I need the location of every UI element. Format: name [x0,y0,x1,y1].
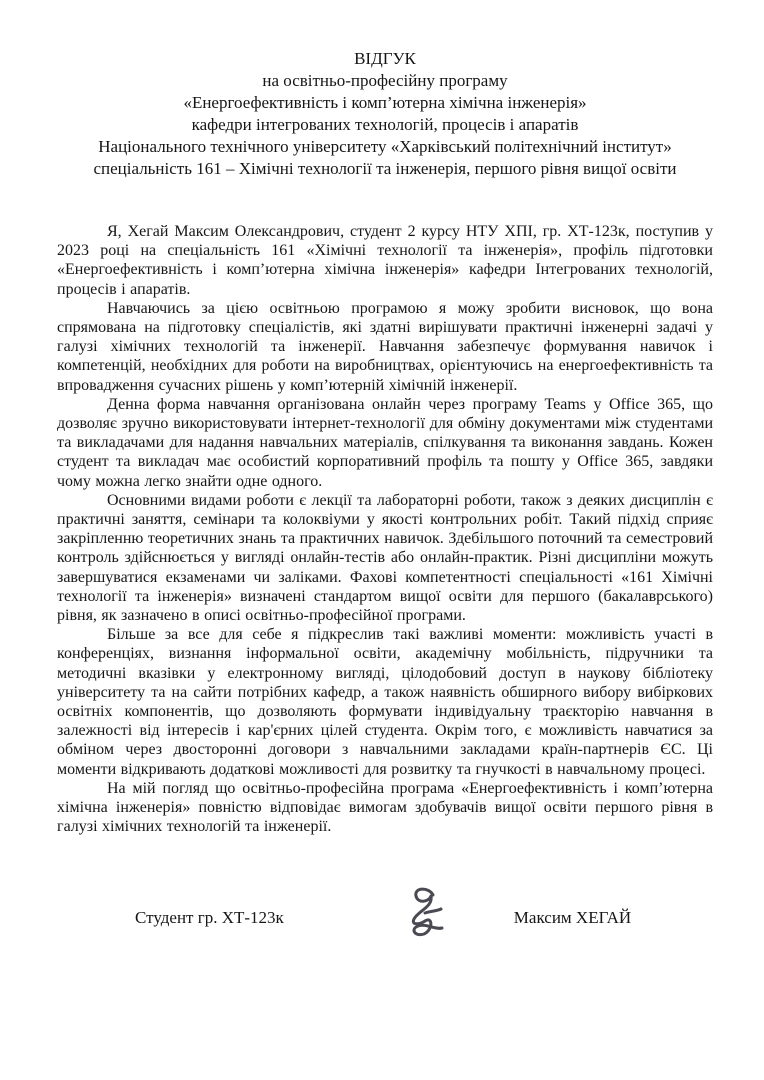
paragraph-highlights: Більше за все для себе я підкреслив такі важливі моменти: можливість участі в конференціях, визнання інформальної освіти, академічну мобільність, підручники та методичні вказівки у електронному вигляді, цілодобовий доступ в наукову бібліотеку університету та на сайти потрібних кафедр, а також наявність обширного вибору вибіркових освітніх компонентів, що дозволяють формувати індивідуальну траєкторію навчання в залежності від інтересів і кар'єрних цілей студента. Окрім того, є можливість навчатися за обміном через двосторонні договори з навчальними закладами країн-партнерів ЄС. Ці моменти відкривають додаткові можливості для розвитку та гнучкості в навчальному процесі. [57,626,713,778]
document-title-block [57,48,713,180]
title-subline-speciality: спеціальність 161 – Хімічні технології та інженерія, першого рівня вищої освіти [93,159,677,178]
signature-role-label: Студент гр. ХТ-123к [135,907,284,927]
handwritten-signature-icon [392,885,448,951]
title-subline-department: кафедри інтегрованих технологій, процесів і апаратів [191,115,579,134]
signature-row [57,885,713,951]
signature-name-label: Максим ХЕГАЙ [513,907,632,927]
title-subline-program: на освітньо-професійну програму [262,71,508,90]
paragraph-conclusion: На мій погляд що освітньо-професійна програма «Енергоефективність і комп’ютерна хімічна інженерія» повністю відповідає вимогам здобувачів вищої освіти першого рівня в галузі хімічних технологій та інженерії. [57,779,713,836]
title-subline-program-name: «Енергоефективність і комп’ютерна хімічна інженерія» [183,93,587,112]
title-subline-university: Національного технічного університету «Харківський політехнічний інститут» [98,137,672,156]
document-title: ВІДГУК [354,49,416,68]
paragraph-program-goal: Навчаючись за цією освітньою програмою я можу зробити висновок, що вона спрямована на підготовку спеціалістів, які здатні вирішувати практичні інженерні задачі у галузі хімічних технологій та інженерії. Навчання забезпечує формування навичок і компетенцій, необхідних для роботи на виробництвах, орієнтуючись на енергоефективність та впровадження сучасних рішень у комп’ютерній хімічній інженерії. [57,299,713,394]
document-body [57,222,713,837]
paragraph-work-types: Основними видами роботи є лекції та лабораторні роботи, також з деяких дисциплін є практичні заняття, семінари та колоквіуми у якості контрольних робіт. Такий підхід сприяє закріпленню теоретичних знань та практичних навичок. Здебільшого поточний та семестровий контроль здійснюється у вигляді онлайн-тестів або онлайн-практик. Різні дисципліни можуть завершуватися екзаменами чи заліками. Фахові компетентності спеціальності «161 Хімічні технології та інженерія» визначені стандартом вищої освіти для першого (бакалаврського) рівня, як зазначено в описі освітньо-професійної програми. [57,491,713,625]
paragraph-intro: Я, Хегай Максим Олександрович, студент 2 курсу НТУ ХПІ, гр. ХТ-123к, поступив у 2023 році на спеціальність 161 «Хімічні технології та інженерія», профіль підготовки «Енергоефективність і комп’ютерна хімічна інженерія» кафедри Інтегрованих технологій, процесів і апаратів. [57,223,713,298]
paragraph-online-learning: Денна форма навчання організована онлайн через програму Teams у Office 365, що дозволяє зручно використовувати інтернет-технології для обміну документами між студентами та викладачами для надання навчальних матеріалів, спілкування та виконання завдань. Кожен студент та викладач має особистий корпоративний профіль та пошту у Office 365, завдяки чому можна легко знайти одне одного. [57,395,713,490]
